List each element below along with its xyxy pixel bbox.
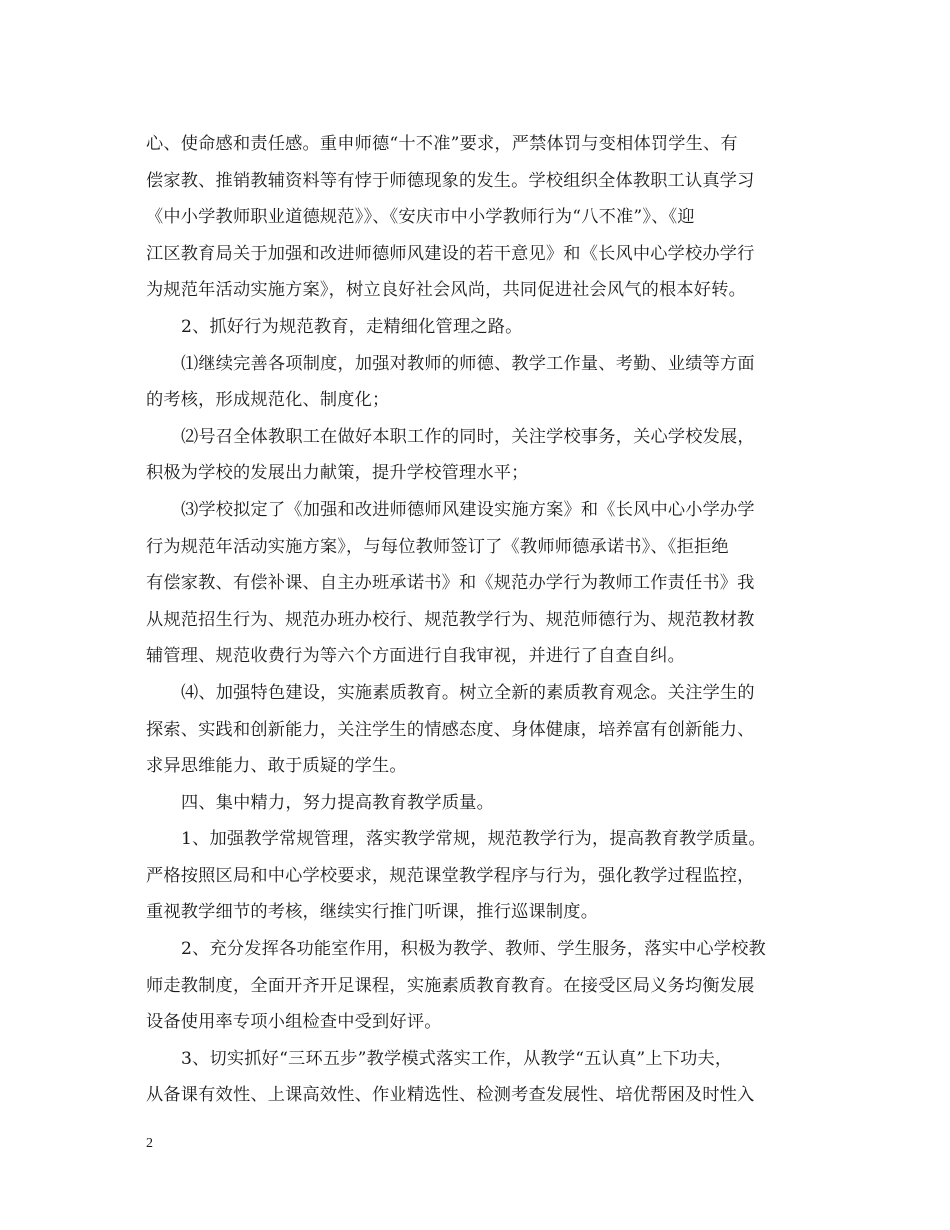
text-line: 重视教学细节的考核，继续实行推门听课，推行巡课制度。 xyxy=(146,902,599,923)
text-line: 积极为学校的发展出力献策，提升学校管理水平； xyxy=(146,463,529,484)
text-line: 求异思维能力、敢于质疑的学生。 xyxy=(146,756,407,777)
text-line: 从备课有效性、上课高效性、作业精选性、检测考查发展性、培优帮困及时性入 xyxy=(146,1085,755,1106)
text-line: 2、抓好行为规范教育，走精细化管理之路。 xyxy=(181,316,523,337)
text-line: 1、加强教学常规管理，落实教学常规，规范教学行为，提高教育教学质量。 xyxy=(181,829,766,850)
text-line: ⑵号召全体教职工在做好本职工作的同时，关注学校事务，关心学校发展， xyxy=(181,426,755,447)
text-line: 行为规范年活动实施方案》，与每位教师签订了《教师师德承诺书》、《拒拒绝 xyxy=(146,536,729,557)
text-line: 四、集中精力，努力提高教育教学质量。 xyxy=(181,792,494,813)
text-line: 从规范招生行为、规范办班办校行、规范教学行为、规范师德行为、规范教材教 xyxy=(146,609,755,630)
text-line: 辅管理、规范收费行为等六个方面进行自我审视，并进行了自查自纠。 xyxy=(146,646,686,667)
text-line: 2、充分发挥各功能室作用，积极为教学、教师、学生服务，落实中心学校教 xyxy=(181,939,766,960)
text-line: ⑷、加强特色建设，实施素质教育。树立全新的素质教育观念。关注学生的 xyxy=(181,682,755,703)
text-line: 设备使用率专项小组检查中受到好评。 xyxy=(146,1012,442,1033)
text-line: 探索、实践和创新能力，关注学生的情感态度、身体健康，培养富有创新能力、 xyxy=(146,719,755,740)
text-line: ⑶学校拟定了《加强和改进师德师风建设实施方案》和《长风中心小学办学 xyxy=(181,499,755,520)
text-line: 严格按照区局和中心学校要求，规范课堂教学程序与行为，强化教学过程监控， xyxy=(146,865,755,886)
text-line: 江区教育局关于加强和改进师德师风建设的若干意见》和《长风中心学校办学行 xyxy=(146,243,755,264)
text-line: 师走教制度，全面开齐开足课程，实施素质教育教育。在接受区局义务均衡发展 xyxy=(146,975,755,996)
text-line: 心、使命感和责任感。重申师德“十不准”要求，严禁体罚与变相体罚学生、有 xyxy=(146,134,738,154)
text-line: 的考核，形成规范化、制度化； xyxy=(146,390,390,411)
text-line: 为规范年活动实施方案》，树立良好社会风尚，共同促进社会风气的根本好转。 xyxy=(146,280,746,301)
text-line: 《中小学教师职业道德规范》》、《安庆市中小学教师行为“八不准”》、《迎 xyxy=(146,207,695,228)
text-line: 3、切实抓好“三环五步”教学模式落实工作，从教学“五认真”上下功夫， xyxy=(181,1048,733,1069)
text-line: ⑴继续完善各项制度，加强对教师的师德、教学工作量、考勤、业绩等方面 xyxy=(181,353,755,374)
page-number: 2 xyxy=(146,1136,153,1151)
document-body xyxy=(146,126,806,1114)
text-line: 偿家教、推销教辅资料等有悖于师德现象的发生。学校组织全体教职工认真学习 xyxy=(146,170,755,191)
text-line: 有偿家教、有偿补课、自主办班承诺书》和《规范办学行为教师工作责任书》我 xyxy=(146,573,755,594)
